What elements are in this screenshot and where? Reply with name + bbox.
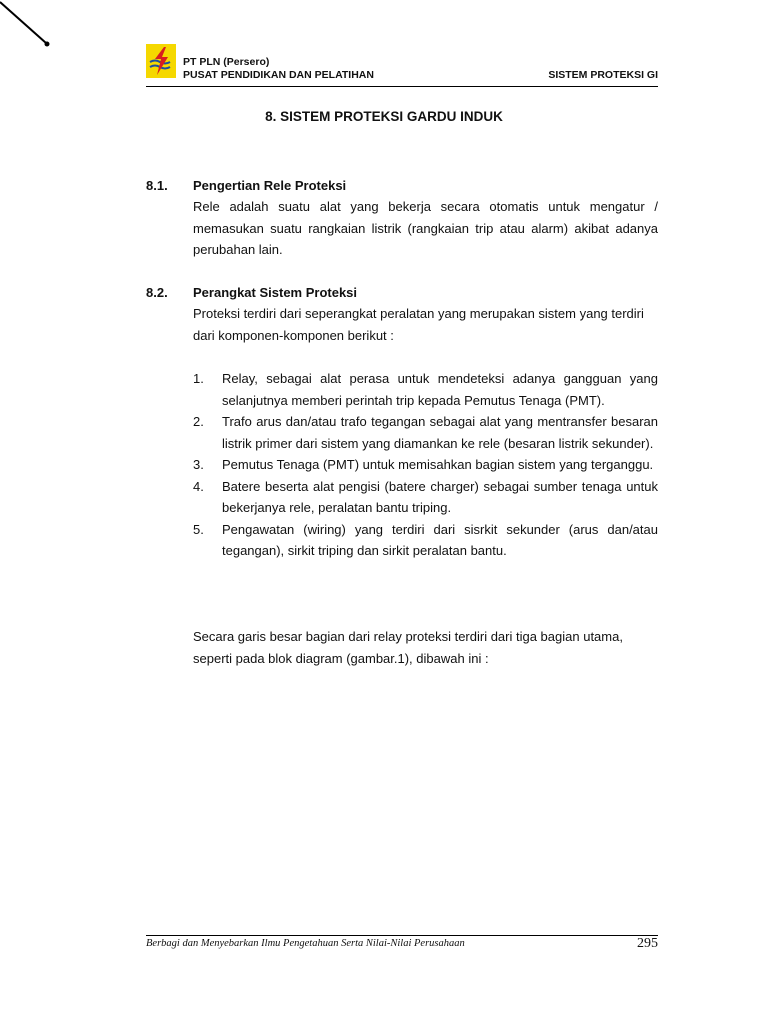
- list-item-text: Batere beserta alat pengisi (batere charger) sebagai sumber tenaga untuk bekerjanya rele, peralatan bantu triping.: [222, 478, 658, 515]
- section-intro: Proteksi terdiri dari seperangkat peralatan yang merupakan sistem yang terdiri dari komponen-komponen berikut :: [193, 306, 644, 343]
- section-closing: Secara garis besar bagian dari relay proteksi terdiri dari tiga bagian utama, seperti pada blok diagram (gambar.1), dibawah ini :: [193, 629, 623, 666]
- chapter-title: 8. SISTEM PROTEKSI GARDU INDUK: [265, 109, 503, 124]
- list-item: [193, 454, 658, 476]
- list-item: [193, 476, 658, 519]
- list-item: [193, 368, 658, 411]
- unit-name: PUSAT PENDIDIKAN DAN PELATIHAN: [183, 69, 374, 81]
- section-number: 8.1.: [146, 178, 168, 193]
- corner-mark: [0, 0, 60, 50]
- page-header: [146, 42, 658, 87]
- section-title: Pengertian Rele Proteksi: [193, 178, 347, 193]
- footer-divider: [146, 935, 658, 936]
- list-item-text: Relay, sebagai alat perasa untuk mendeteksi adanya gangguan yang selanjutnya memberi perintah trip kepada Pemutus Tenaga (PMT).: [222, 371, 658, 408]
- list-item-text: Pengawatan (wiring) yang terdiri dari sisrkit sekunder (arus dan/atau tegangan), sirkit triping dan sirkit peralatan bantu.: [222, 521, 658, 558]
- section-paragraph: Rele adalah suatu alat yang bekerja secara otomatis untuk mengatur / memasukan suatu rangkaian listrik (rangkaian trip atau alarm) akibat adanya perubahan lain.: [193, 199, 658, 257]
- page-number: 295: [637, 936, 658, 951]
- list-item-number: 5.: [193, 521, 204, 537]
- list-item-number: 3.: [193, 457, 204, 472]
- company-name: PT PLN (Persero): [183, 56, 270, 68]
- list-item-number: 2.: [193, 414, 204, 429]
- section-number: 8.2.: [146, 285, 168, 300]
- component-list: [193, 368, 658, 562]
- document-title: SISTEM PROTEKSI GI: [548, 69, 658, 81]
- list-item: [193, 519, 658, 562]
- section-title: Perangkat Sistem Proteksi: [193, 285, 358, 300]
- list-item-text: Pemutus Tenaga (PMT) untuk memisahkan bagian sistem yang terganggu.: [222, 457, 654, 472]
- list-item-number: 1.: [193, 371, 204, 386]
- footer-text: Berbagi dan Menyebarkan Ilmu Pengetahuan Serta Nilai-Nilai Perusahaan: [146, 938, 465, 949]
- pln-logo-icon: [146, 44, 176, 78]
- list-item: [193, 411, 658, 454]
- list-item-text: Trafo arus dan/atau trafo tegangan sebagai alat yang mentransfer besaran listrik primer dari sistem yang diamankan ke rele (besaran listrik sekunder).: [222, 414, 658, 451]
- list-item-number: 4.: [193, 478, 204, 494]
